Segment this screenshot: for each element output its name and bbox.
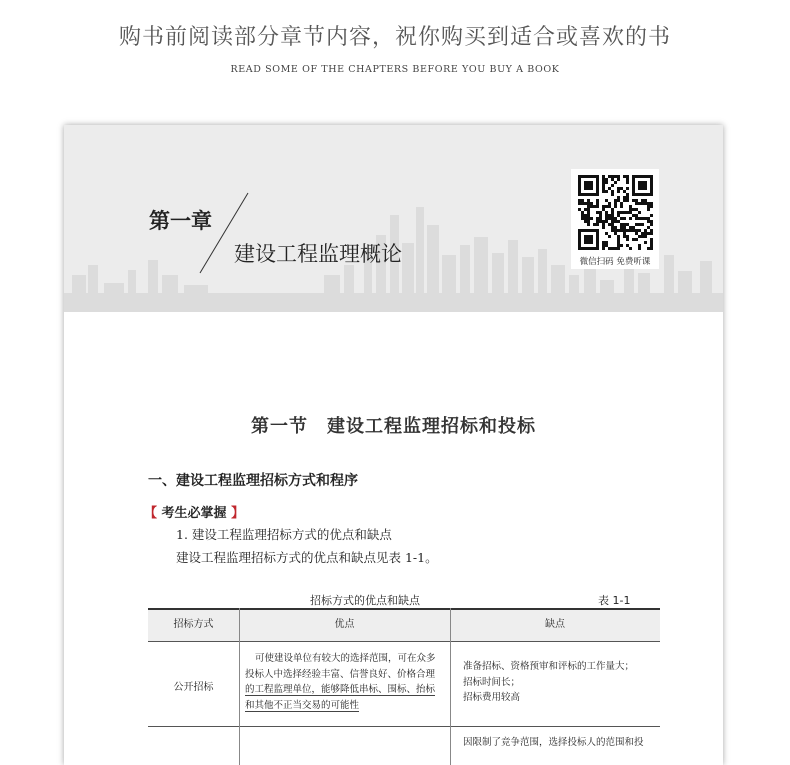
tag-bracket-close: 】 <box>231 506 245 521</box>
qr-code-panel[interactable] <box>571 169 659 269</box>
chapter-number: 第一章 <box>149 208 212 233</box>
table-row-cons <box>463 659 658 706</box>
table-row-method: 公开招标 <box>173 682 214 693</box>
table-col-divider <box>239 608 240 765</box>
cons-line: 准备招标、资格预审和评标的工作量大； <box>463 661 635 672</box>
table-header-pros: 优点 <box>239 608 450 641</box>
item-heading: 1. 建设工程监理招标方式的优点和缺点 <box>176 527 392 542</box>
cons-line: 因限制了竞争范围，选择投标人的范围和投 <box>463 737 644 748</box>
exam-tag <box>144 502 244 521</box>
table-header-cons: 缺点 <box>450 608 660 641</box>
table-top-rule <box>148 608 660 610</box>
tag-bracket-open: 【 <box>144 506 158 521</box>
chapter-title: 建设工程监理概论 <box>234 242 402 266</box>
cons-line: 招标费用较高 <box>463 692 521 703</box>
table-number: 表 1-1 <box>598 594 631 607</box>
qr-caption: 微信扫码 免费听课 <box>579 257 651 267</box>
banner-subtitle: READ SOME OF THE CHAPTERS BEFORE YOU BUY A BOOK <box>230 64 560 75</box>
qr-code-icon <box>577 174 653 250</box>
tag-text: 考生必掌握 <box>157 506 232 521</box>
table-header-method: 招标方式 <box>148 608 239 641</box>
pros-line: 的工程监理单位，能够降低串标、围标、抬标 <box>245 684 436 695</box>
pros-line: 投标人中选择经验丰富、信誉良好、价格合理 <box>245 668 436 680</box>
cons-line: 招标时间长； <box>463 676 521 688</box>
book-page <box>64 125 723 765</box>
table-header-rule <box>148 641 660 642</box>
pros-line: 和其他不正当交易的可能性 <box>245 699 360 711</box>
table-row-rule <box>148 726 660 727</box>
item-paragraph: 建设工程监理招标方式的优点和缺点见表 1-1。 <box>176 550 438 565</box>
table-row-cons <box>463 735 658 751</box>
subsection-heading: 一、建设工程监理招标方式和程序 <box>148 473 358 489</box>
banner-title: 购书前阅读部分章节内容，祝你购买到适合或喜欢的书 <box>118 25 671 50</box>
table-row-pros <box>245 651 450 713</box>
chapter-header <box>64 125 723 312</box>
table-caption: 招标方式的优点和缺点 <box>310 594 420 607</box>
section-title: 第一节 建设工程监理招标和投标 <box>251 416 536 437</box>
table-col-divider <box>450 608 451 765</box>
pros-line: 可使建设单位有较大的选择范围，可在众多 <box>255 653 436 664</box>
